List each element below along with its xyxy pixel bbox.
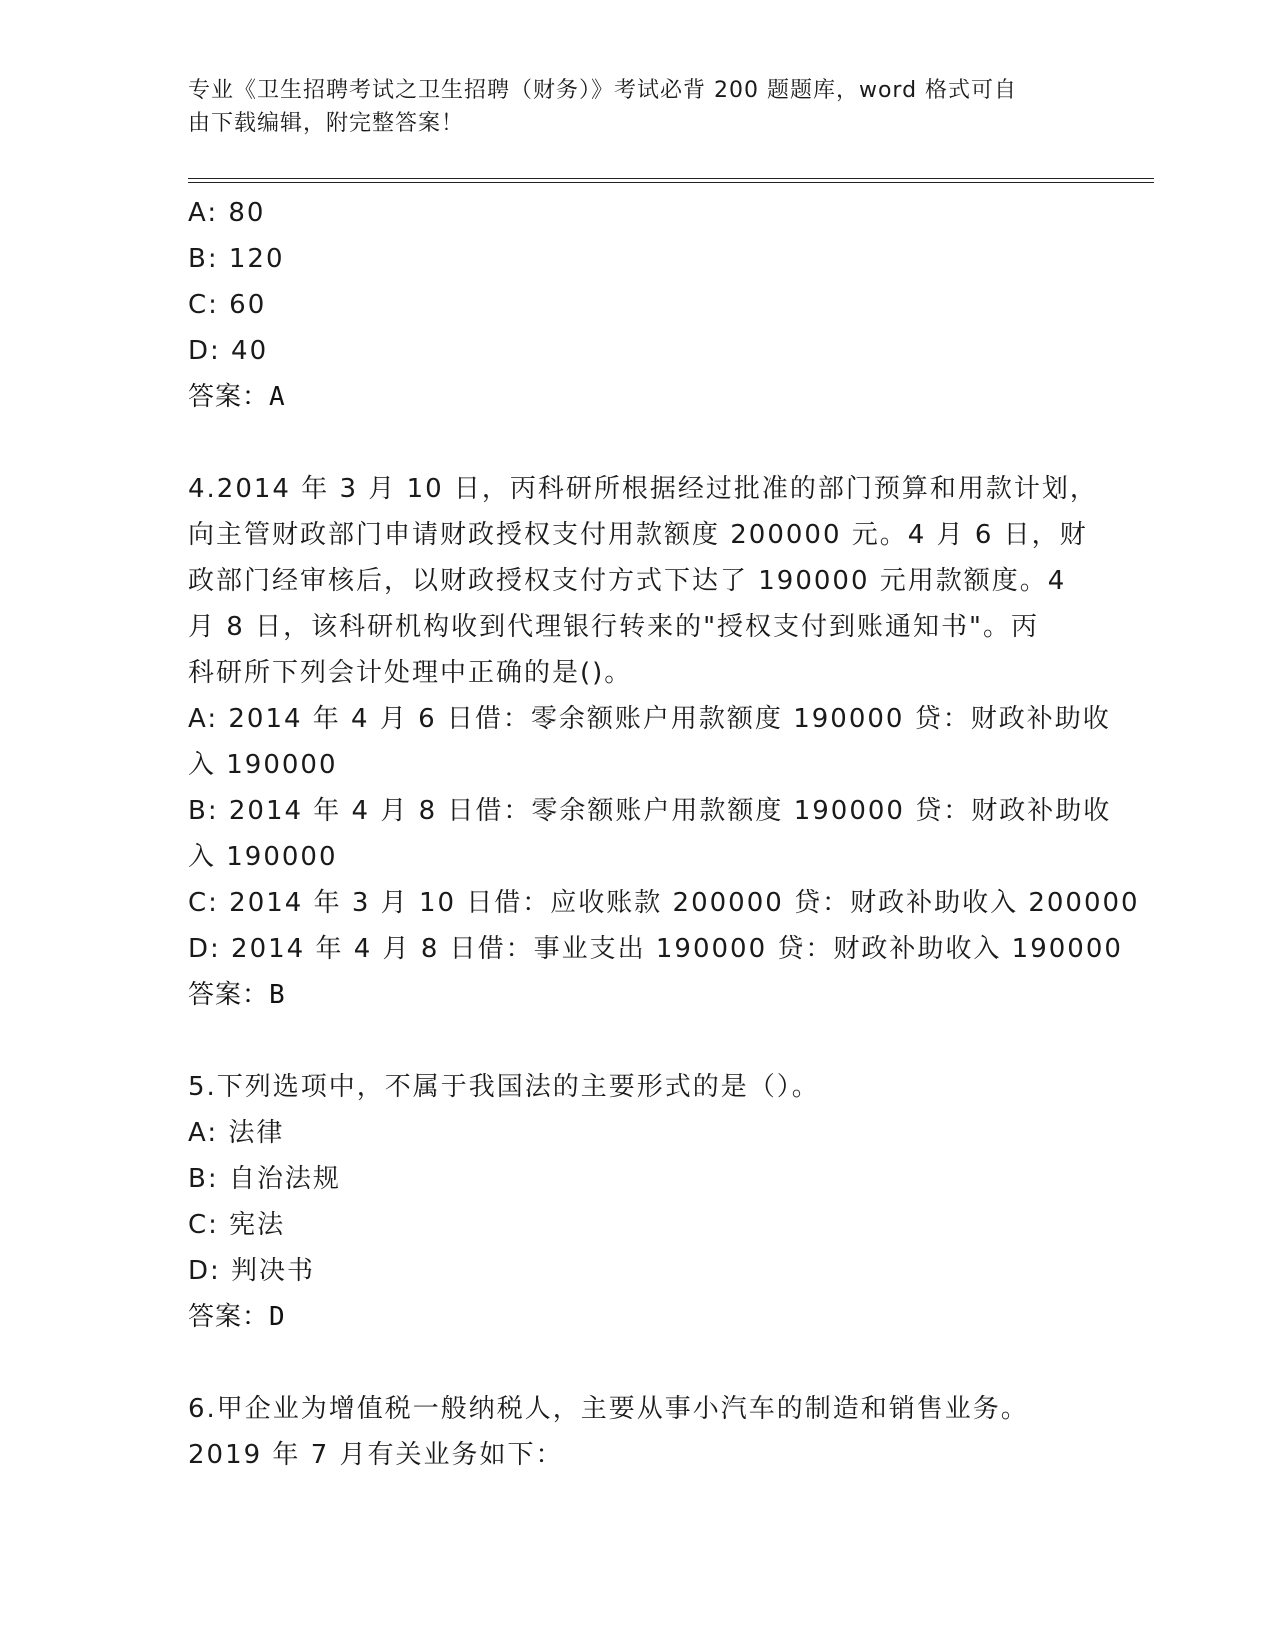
q4-stem-line-1: 4.2014 年 3 月 10 日，丙科研所根据经过批准的部门预算和用款计划， (188, 474, 1098, 504)
spacer (188, 1018, 1088, 1064)
q5-answer: 答案：D (188, 1302, 286, 1332)
q4-option-c: C: 2014 年 3 月 10 日借：应收账款 200000 贷：财政补助收入 200000 (188, 888, 1140, 918)
q4-option-b-line-1: B: 2014 年 4 月 8 日借：零余额账户用款额度 190000 贷：财政补助收 (188, 796, 1112, 826)
question-6 (188, 1386, 1088, 1478)
q4-option-d: D: 2014 年 4 月 8 日借：事业支出 190000 贷：财政补助收入 190000 (188, 934, 1123, 964)
spacer (188, 1340, 1088, 1386)
question-4 (188, 466, 1140, 1018)
q4-stem-line-4: 月 8 日，该科研机构收到代理银行转来的"授权支付到账通知书"。丙 (188, 612, 1039, 642)
question-5 (188, 1064, 1088, 1340)
q5-stem: 5.下列选项中，不属于我国法的主要形式的是（）。 (188, 1072, 820, 1102)
q4-option-b-line-2: 入 190000 (188, 842, 338, 872)
q4-stem-line-2: 向主管财政部门申请财政授权支付用款额度 200000 元。4 月 6 日，财 (188, 520, 1088, 550)
spacer (188, 420, 1088, 466)
q4-answer: 答案：B (188, 980, 286, 1010)
q4-stem-line-3: 政部门经审核后，以财政授权支付方式下达了 190000 元用款额度。4 (188, 566, 1067, 596)
q3-option-a: A: 80 (188, 198, 266, 228)
q4-option-a-line-1: A: 2014 年 4 月 6 日借：零余额账户用款额度 190000 贷：财政补助收 (188, 704, 1111, 734)
q3-answer: 答案：A (188, 382, 286, 412)
q5-option-c: C: 宪法 (188, 1210, 286, 1240)
q5-option-b: B: 自治法规 (188, 1164, 341, 1194)
q4-stem-line-5: 科研所下列会计处理中正确的是()。 (188, 658, 633, 688)
header-divider-top (188, 178, 1154, 179)
header-divider-bottom (188, 182, 1154, 183)
document-header (188, 74, 1068, 140)
q3-option-b: B: 120 (188, 244, 285, 274)
q3-option-d: D: 40 (188, 336, 269, 366)
document-body (188, 190, 1140, 1478)
q4-option-a-line-2: 入 190000 (188, 750, 338, 780)
header-line-1: 专业《卫生招聘考试之卫生招聘（财务）》考试必背 200 题题库，word 格式可自 (188, 78, 1018, 103)
q6-stem-line-2: 2019 年 7 月有关业务如下： (188, 1440, 564, 1470)
q5-option-a: A: 法律 (188, 1118, 285, 1148)
q5-option-d: D: 判决书 (188, 1256, 316, 1286)
header-line-2: 由下载编辑，附完整答案！ (188, 111, 465, 136)
question-3 (188, 190, 1088, 420)
q6-stem-line-1: 6.甲企业为增值税一般纳税人，主要从事小汽车的制造和销售业务。 (188, 1394, 1029, 1424)
q3-option-c: C: 60 (188, 290, 267, 320)
